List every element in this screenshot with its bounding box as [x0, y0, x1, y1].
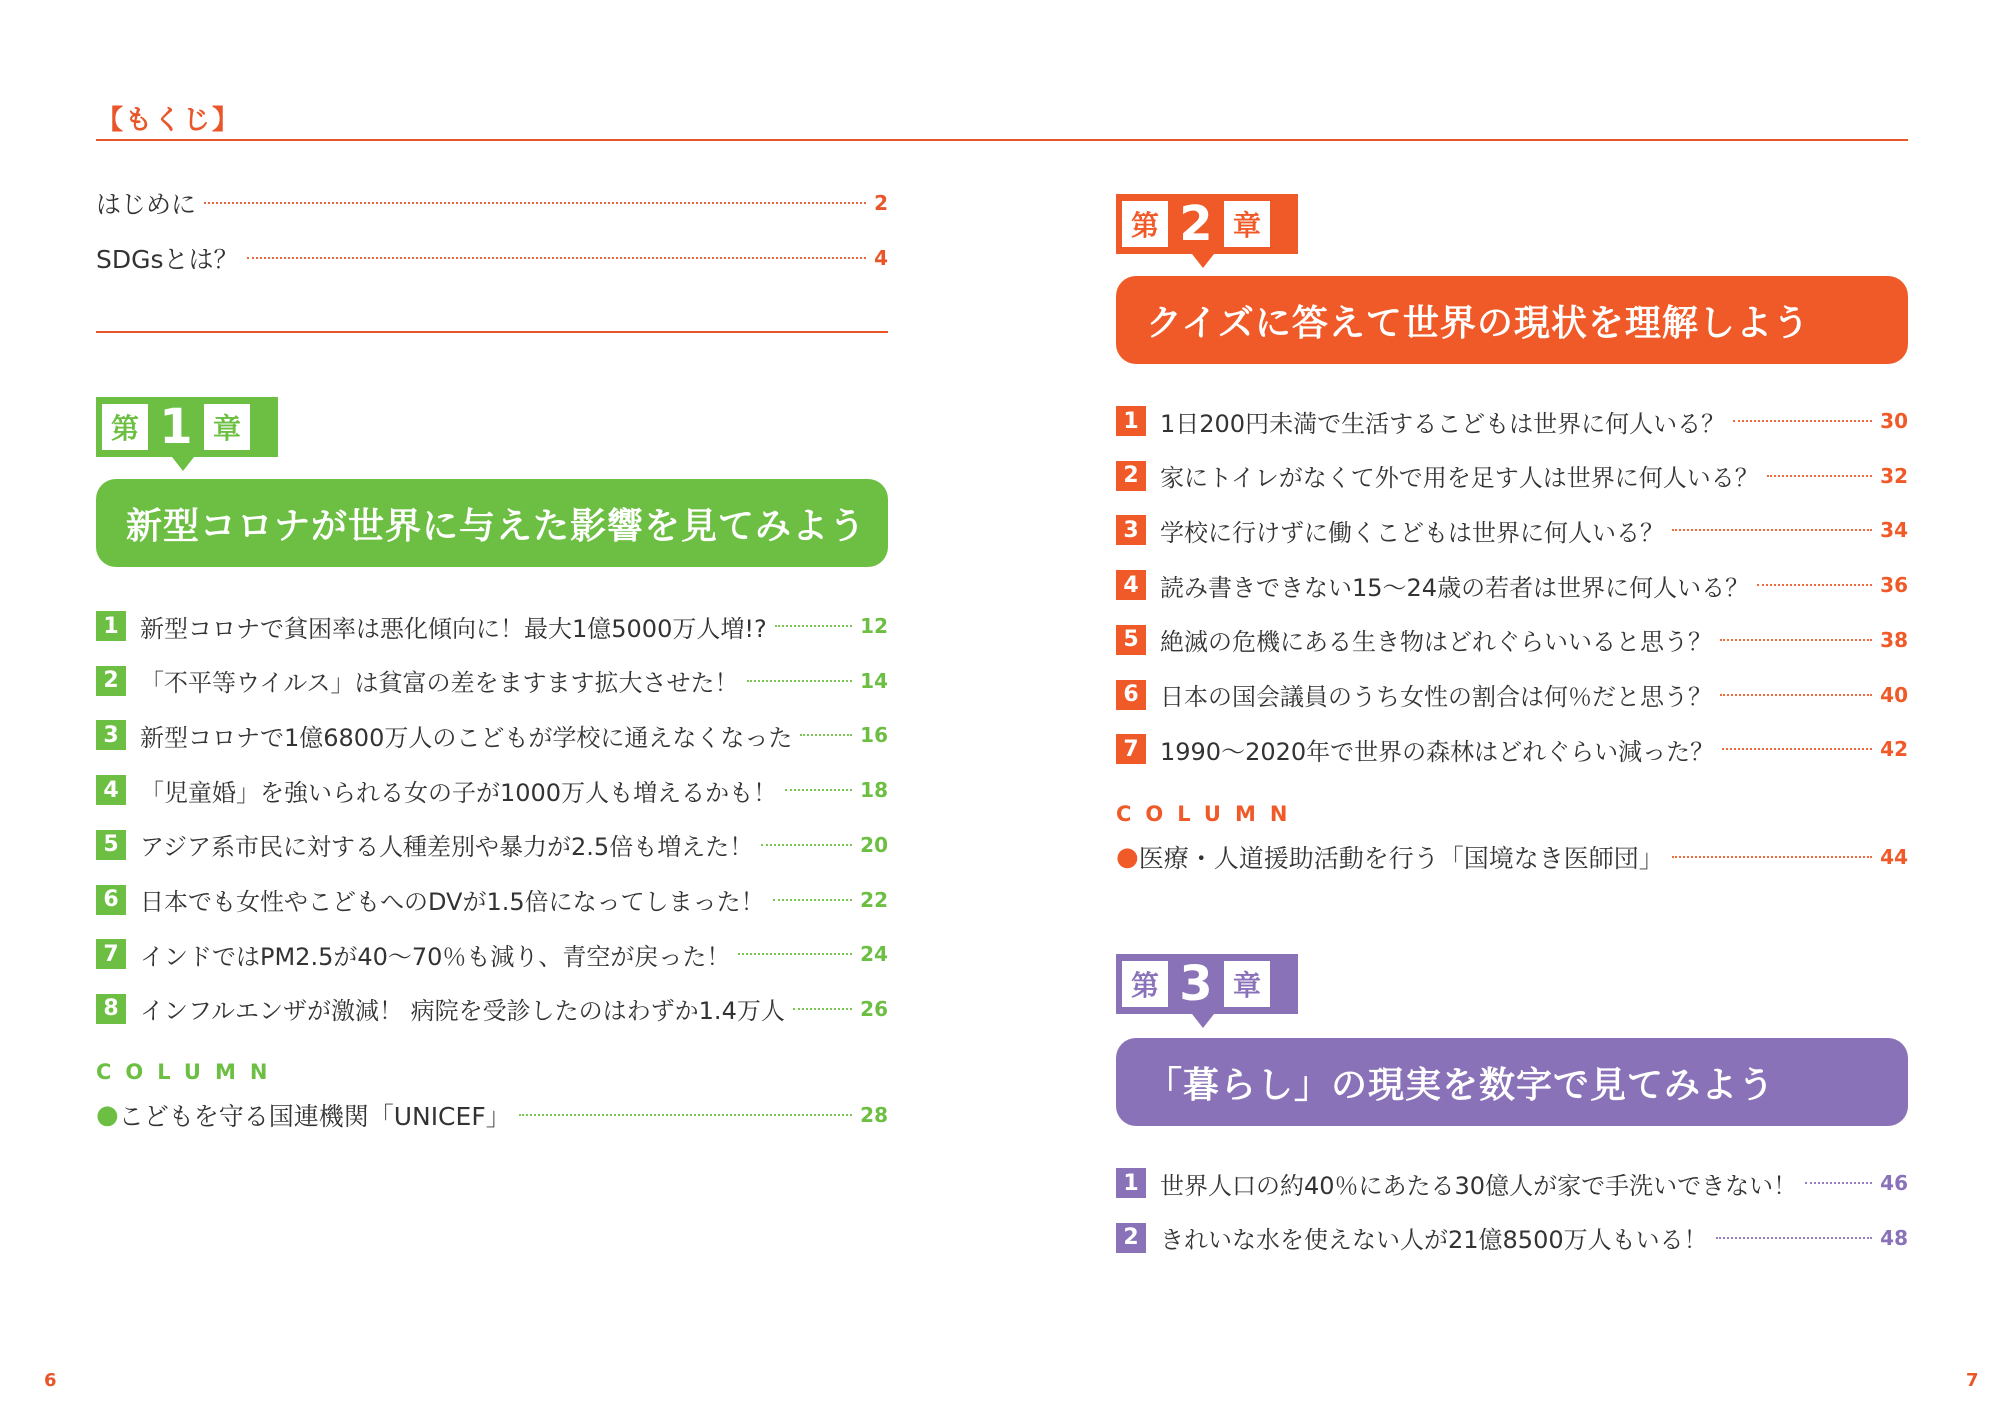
page-number: 42 [1880, 737, 1908, 762]
item-label: 「不平等ウイルス」は貧富の差をますます拡大させた！ [140, 669, 739, 698]
toc-item[interactable] [1116, 620, 1908, 660]
tag-pointer [1192, 1014, 1214, 1028]
page-number: 48 [1880, 1225, 1908, 1250]
page-number: 12 [860, 614, 888, 638]
item-number-badge: 5 [1116, 625, 1146, 655]
page-number: 28 [860, 1103, 888, 1127]
leader-dots [1757, 584, 1872, 586]
item-number-badge: 8 [96, 994, 126, 1024]
toc-item[interactable] [96, 606, 888, 646]
item-number-badge: 5 [96, 830, 126, 860]
item-label: 新型コロナで1億6800万人のこどもが学校に通えなくなった [140, 723, 793, 752]
column-entry-label: 医療・人道援助活動を行う「国境なき医師団」 [1138, 844, 1664, 873]
item-label: 絶滅の危機にある生き物はどれぐらいいると思う？ [1160, 628, 1712, 657]
toc-item[interactable] [1116, 565, 1908, 605]
column-label: COLUMN [96, 1060, 282, 1084]
item-label: 家にトイレがなくて外で用を足す人は世界に何人いる？ [1160, 464, 1759, 493]
leader-dots [775, 625, 852, 627]
chapter-1-tag [96, 397, 278, 457]
page-number: 46 [1880, 1171, 1908, 1195]
toc-item[interactable] [96, 770, 888, 810]
item-label: インフルエンザが激減！ 病院を受診したのはわずか1.4万人 [140, 997, 785, 1026]
leader-dots [800, 734, 852, 736]
item-number-badge: 1 [1116, 406, 1146, 436]
page-number: 26 [860, 996, 888, 1021]
header-divider [96, 139, 1908, 141]
item-label: インドではPM2.5が40〜70％も減り、青空が戻った！ [140, 942, 731, 971]
chapter-number: 2 [1179, 196, 1213, 252]
chapter-prefix: 第 [102, 404, 148, 450]
item-label: きれいな水を使えない人が21億8500万人もいる！ [1160, 1226, 1708, 1255]
toc-item[interactable] [1116, 401, 1908, 441]
item-number-badge: 7 [96, 939, 126, 969]
toc-item[interactable] [1116, 1163, 1908, 1203]
page-number: 36 [1880, 573, 1908, 598]
item-number-badge: 4 [1116, 570, 1146, 600]
toc-entry-label: はじめに [96, 190, 197, 219]
toc-item[interactable] [96, 825, 888, 865]
page-number: 34 [1880, 518, 1908, 543]
chapter-prefix: 第 [1122, 201, 1168, 247]
leader-dots [247, 257, 867, 259]
tag-pointer [172, 457, 194, 471]
chapter-2-tag [1116, 194, 1298, 254]
item-label: 学校に行けずに働くこどもは世界に何人いる？ [1160, 518, 1664, 547]
page-number: 22 [860, 887, 888, 912]
item-label: 「児童婚」を強いられる女の子が1000万人も増えるかも！ [140, 778, 778, 807]
leader-dots [738, 953, 852, 955]
leader-dots [204, 202, 866, 204]
page-number: 44 [1880, 845, 1908, 869]
toc-entry-label: SDGsとは？ [96, 245, 239, 274]
toc-item[interactable] [1116, 729, 1908, 769]
toc-item[interactable] [96, 880, 888, 920]
toc-entry-intro[interactable] [96, 183, 888, 223]
page-number: 24 [860, 942, 888, 967]
toc-item[interactable] [1116, 675, 1908, 715]
item-number-badge: 2 [1116, 1223, 1146, 1253]
chapter-2-title: クイズに答えて世界の現状を理解しよう [1116, 276, 1908, 364]
chapter-suffix: 章 [204, 404, 250, 450]
leader-dots [1672, 529, 1872, 531]
chapter-1-title: 新型コロナが世界に与えた影響を見てみよう [96, 479, 888, 567]
chapter-3-title: 「暮らし」の現実を数字で見てみよう [1116, 1038, 1908, 1126]
folio-left: 6 [44, 1370, 57, 1391]
item-label: 世界人口の約40％にあたる30億人が家で手洗いできない！ [1160, 1171, 1798, 1200]
leader-dots [785, 789, 852, 791]
leader-dots [1767, 475, 1872, 477]
page-number: 16 [860, 723, 888, 748]
item-label: 読み書きできない15〜24歳の若者は世界に何人いる？ [1160, 573, 1750, 602]
leader-dots [1733, 420, 1872, 422]
leader-dots [761, 844, 852, 846]
page-title: 【もくじ】 [96, 105, 241, 136]
item-number-badge: 6 [96, 885, 126, 915]
toc-item[interactable] [96, 989, 888, 1029]
bullet-icon: ● [1116, 842, 1139, 872]
folio-right: 7 [1966, 1370, 1979, 1391]
chapter-number: 3 [1179, 956, 1213, 1012]
item-number-badge: 7 [1116, 734, 1146, 764]
page-number: 30 [1880, 409, 1908, 433]
bullet-icon: ● [96, 1100, 119, 1130]
tag-pointer [1192, 254, 1214, 268]
leader-dots [1722, 748, 1872, 750]
leader-dots [1720, 694, 1872, 696]
page-number: 20 [860, 832, 888, 857]
item-label: 1990〜2020年で世界の森林はどれぐらい減った？ [1160, 737, 1715, 766]
item-number-badge: 6 [1116, 680, 1146, 710]
item-number-badge: 2 [1116, 461, 1146, 491]
chapter-suffix: 章 [1224, 961, 1270, 1007]
page-number: 4 [874, 246, 888, 270]
chapter-number: 1 [159, 399, 193, 455]
item-label: 新型コロナで貧困率は悪化傾向に！最大1億5000万人増!? [140, 614, 767, 643]
toc-item[interactable] [1116, 456, 1908, 496]
page-number: 2 [874, 191, 888, 215]
page-number: 14 [860, 668, 888, 693]
item-label: 1日200円未満で生活するこどもは世界に何人いる？ [1160, 409, 1726, 438]
page-number: 18 [860, 778, 888, 803]
intro-divider [96, 331, 888, 333]
chapter-prefix: 第 [1122, 961, 1168, 1007]
leader-dots [1805, 1182, 1872, 1184]
column-entry-msf[interactable] [1116, 837, 1908, 877]
item-number-badge: 1 [96, 611, 126, 641]
page-number: 32 [1880, 463, 1908, 488]
chapter-3-tag [1116, 954, 1298, 1014]
leader-dots [793, 1008, 852, 1010]
leader-dots [1720, 639, 1872, 641]
leader-dots [519, 1114, 852, 1116]
page-number: 38 [1880, 627, 1908, 652]
column-entry-label: こどもを守る国連機関「UNICEF」 [118, 1102, 511, 1131]
toc-item[interactable] [96, 934, 888, 974]
toc-item[interactable] [1116, 510, 1908, 550]
item-label: アジア系市民に対する人種差別や暴力が2.5倍も増えた！ [140, 833, 754, 862]
page-number: 40 [1880, 682, 1908, 707]
column-label: COLUMN [1116, 802, 1302, 826]
column-entry-unicef[interactable] [96, 1095, 888, 1135]
toc-entry-sdgs[interactable] [96, 238, 888, 278]
leader-dots [747, 680, 853, 682]
item-label: 日本の国会議員のうち女性の割合は何％だと思う？ [1160, 683, 1712, 711]
item-label: 日本でも女性やこどもへのDVが1.5倍になってしまった！ [140, 888, 765, 916]
leader-dots [1716, 1237, 1873, 1239]
leader-dots [773, 899, 853, 901]
item-number-badge: 1 [1116, 1168, 1146, 1198]
chapter-suffix: 章 [1224, 201, 1270, 247]
toc-item[interactable] [1116, 1218, 1908, 1258]
item-number-badge: 3 [1116, 515, 1146, 545]
toc-item[interactable] [96, 715, 888, 755]
toc-item[interactable] [96, 661, 888, 701]
item-number-badge: 2 [96, 666, 126, 696]
leader-dots [1672, 856, 1872, 858]
item-number-badge: 3 [96, 720, 126, 750]
item-number-badge: 4 [96, 775, 126, 805]
